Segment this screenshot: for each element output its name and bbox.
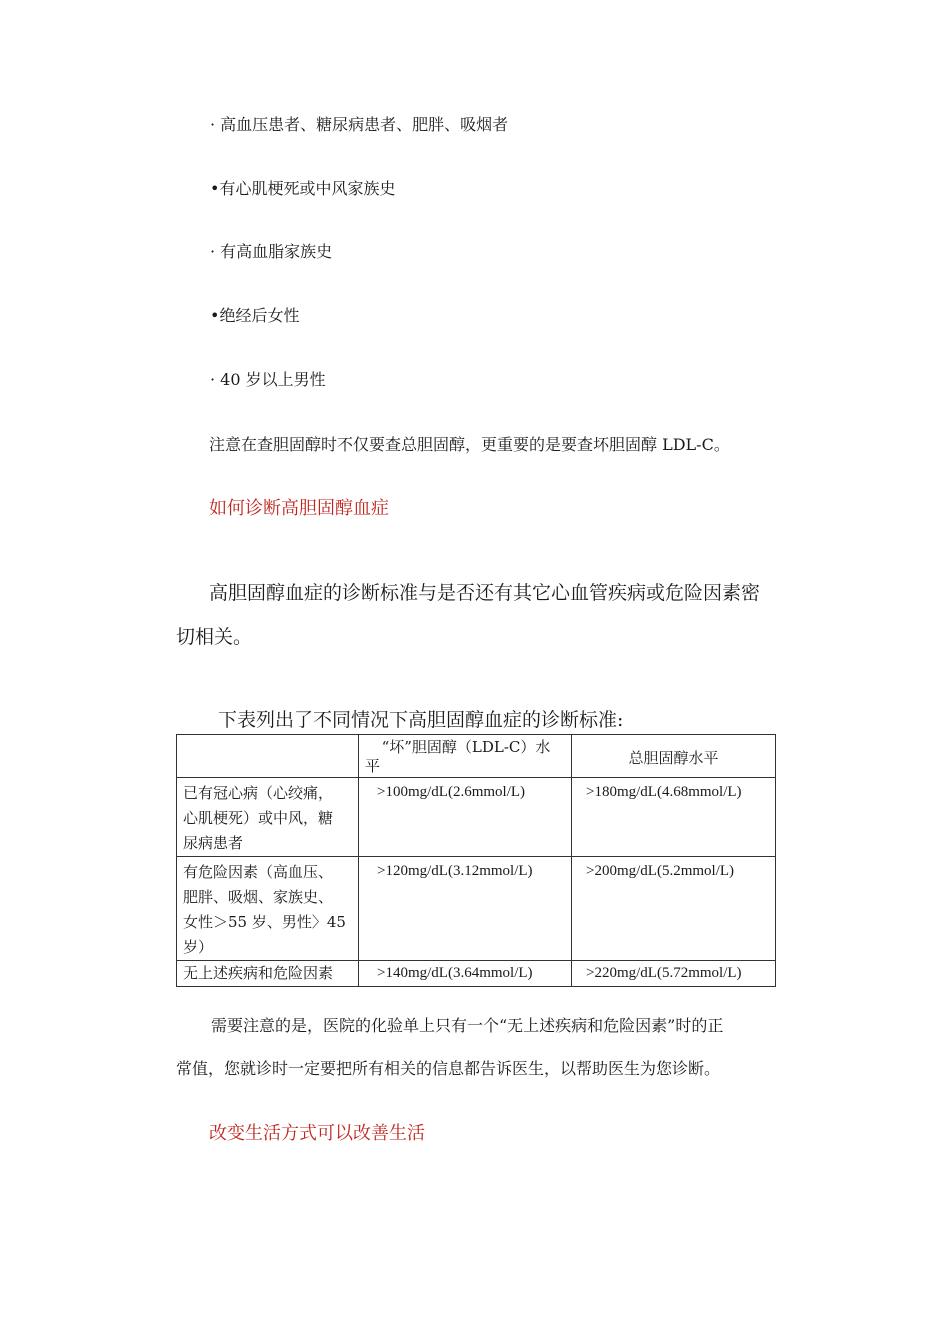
header-total-label: 总胆固醇水平 [628, 749, 719, 767]
total-value: >200mg/dL(5.2mmol/L) [586, 863, 735, 879]
header-cell-ldl [359, 735, 572, 778]
standard-paragraph-line1: 高胆固醇血症的诊断标准与是否还有其它心血管疾病或危险因素密 [209, 582, 761, 604]
bullet-item: · 高血压患者、糖尿病患者、肥胖、吸烟者 [210, 115, 509, 134]
bullet-item: · 40 岁以上男性 [210, 370, 326, 389]
condition-line: 已有冠心病（心绞痛， [183, 784, 334, 802]
bullet-item: •有心肌梗死或中风家族史 [210, 179, 396, 198]
total-value: >180mg/dL(4.68mmol/L) [586, 784, 742, 800]
condition-line: 有危险因素（高血压、 [183, 863, 334, 881]
bullet-item: · 有高血脂家族史 [210, 242, 333, 261]
section-heading-diagnose: 如何诊断高胆固醇血症 [209, 498, 389, 519]
table-row [177, 857, 776, 961]
condition-line: 岁） [183, 938, 214, 956]
table-row [177, 961, 776, 987]
ldl-cell [359, 961, 572, 987]
lab-note-line1: 需要注意的是，医院的化验单上只有一个“无上述疾病和危险因素”时的正 [211, 1016, 724, 1035]
ldl-value: >120mg/dL(3.12mmol/L) [377, 863, 533, 879]
header-cell-condition [177, 735, 359, 778]
ldl-cell [359, 778, 572, 857]
ldl-cell [359, 857, 572, 961]
condition-line: 肥胖、吸烟、家族史、 [183, 888, 334, 906]
total-cell [572, 961, 776, 987]
table-intro: 下表列出了不同情况下高胆固醇血症的诊断标准: [218, 709, 624, 731]
ldl-note: 注意在查胆固醇时不仅要查总胆固醇，更重要的是要查坏胆固醇 LDL-C。 [209, 435, 730, 454]
table-header-row [177, 735, 776, 778]
ldl-value: >140mg/dL(3.64mmol/L) [377, 965, 533, 981]
condition-cell [177, 961, 359, 987]
header-cell-total [572, 735, 776, 778]
condition-cell [177, 778, 359, 857]
condition-line: 无上述疾病和危险因素 [183, 964, 334, 982]
condition-line: 女性＞55 岁、男性〉45 [183, 913, 346, 931]
bullet-item: •绝经后女性 [210, 306, 300, 325]
condition-cell [177, 857, 359, 961]
section-heading-lifestyle: 改变生活方式可以改善生活 [209, 1123, 425, 1144]
lab-note-line2: 常值，您就诊时一定要把所有相关的信息都告诉医生，以帮助医生为您诊断。 [176, 1059, 721, 1078]
table-row [177, 778, 776, 857]
total-cell [572, 778, 776, 857]
header-ldl-line1: “坏”胆固醇（LDL-C）水 [381, 738, 551, 756]
ldl-value: >100mg/dL(2.6mmol/L) [377, 784, 526, 800]
diagnosis-table [176, 734, 776, 987]
total-cell [572, 857, 776, 961]
total-value: >220mg/dL(5.72mmol/L) [586, 965, 742, 981]
standard-paragraph-line2: 切相关。 [176, 626, 253, 648]
condition-line: 心肌梗死）或中风，糖 [183, 809, 334, 827]
condition-line: 尿病患者 [183, 834, 244, 852]
header-ldl-line2: 平 [365, 757, 381, 775]
